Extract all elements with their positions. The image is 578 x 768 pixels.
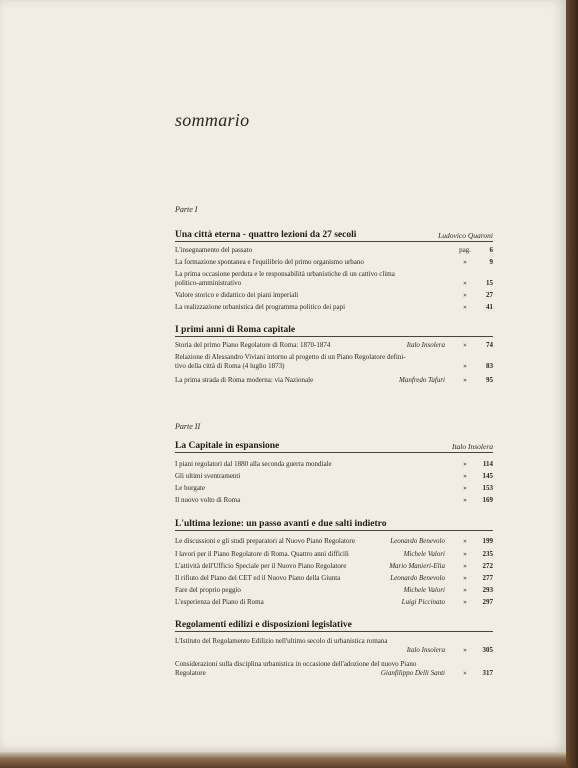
toc-entry xyxy=(175,562,493,571)
section-title: I primi anni di Roma capitale xyxy=(175,325,296,335)
entry-page-marker: » xyxy=(463,550,467,558)
entry-title: La realizzazione urbanistica del programma politico dei papi xyxy=(175,303,346,311)
entry-page-number: 6 xyxy=(489,246,493,254)
entry-author: Leonardo Benevolo xyxy=(390,574,445,582)
entry-page-number: 114 xyxy=(482,460,493,468)
entry-page-number: 293 xyxy=(482,586,493,594)
section-rule xyxy=(175,452,493,453)
toc-entry xyxy=(175,258,493,267)
section-title: Regolamenti edilizi e disposizioni legislative xyxy=(175,620,352,630)
toc-entry xyxy=(175,270,493,288)
section-author: Italo Insolera xyxy=(451,442,493,451)
entry-page-marker: pag. xyxy=(459,246,471,254)
entry-page-marker: » xyxy=(463,472,467,480)
entry-title: Regolatore xyxy=(175,669,206,677)
entry-page-number: 74 xyxy=(486,341,493,349)
toc-entry xyxy=(175,291,493,300)
entry-title: L'insegnamento del passato xyxy=(175,246,253,254)
entry-page-number: 153 xyxy=(482,484,493,492)
entry-title: L'esperienza del Piano di Roma xyxy=(175,598,264,606)
page-bottom-edge xyxy=(0,752,566,768)
entry-title: La prima occasione perduta e le responsabilità urbanistiche di un cattivo clima xyxy=(175,270,395,278)
entry-page-marker: » xyxy=(463,291,467,299)
section-title: La Capitale in espansione xyxy=(175,441,280,451)
entry-title: Considerazioni sulla disciplina urbanistica in occasione dell'adozione del nuovo Piano xyxy=(175,660,417,668)
entry-page-number: 27 xyxy=(486,291,493,299)
toc-entry xyxy=(175,353,493,371)
section-author: Ludovico Quaroni xyxy=(438,231,493,240)
entry-title: I piani regolatori dal 1880 alla seconda guerra mondiale xyxy=(175,460,332,468)
entry-title: Fare del proprio peggio xyxy=(175,586,241,594)
entry-page-marker: » xyxy=(463,669,467,677)
entry-author: Mario Manieri-Elia xyxy=(389,562,445,570)
entry-page-marker: » xyxy=(463,598,467,606)
entry-title: Le discussioni e gli studi preparatori al Nuovo Piano Regolatore xyxy=(175,537,355,545)
entry-page-number: 95 xyxy=(486,376,493,384)
entry-page-number: 277 xyxy=(482,574,493,582)
entry-title: La prima strada di Roma moderna: via Nazionale xyxy=(175,376,314,384)
entry-page-number: 272 xyxy=(482,562,493,570)
entry-page-number: 41 xyxy=(486,303,493,311)
entry-page-marker: » xyxy=(463,303,467,311)
toc-entry xyxy=(175,586,493,595)
entry-page-number: 297 xyxy=(482,598,493,606)
section-rule xyxy=(175,530,493,531)
toc-entry xyxy=(175,472,493,481)
entry-page-marker: » xyxy=(463,460,467,468)
entry-title: I lavori per il Piano Regolatore di Roma. Quattro anni difficili xyxy=(175,550,349,558)
section-title: Una città eterna - quattro lezioni da 27 secoli xyxy=(175,230,357,240)
entry-author: Gianfilippo Delli Santi xyxy=(380,669,445,677)
entry-page-number: 9 xyxy=(489,258,493,266)
entry-author: Michele Valori xyxy=(403,586,445,594)
entry-page-marker: » xyxy=(463,562,467,570)
entry-title: Valore storico e didattico dei piani imperiali xyxy=(175,291,299,299)
entry-page-marker: » xyxy=(463,537,467,545)
entry-page-marker: » xyxy=(463,484,467,492)
toc-entry xyxy=(175,660,493,678)
entry-title: L'attività dell'Ufficio Speciale per il Nuovo Piano Regolatore xyxy=(175,562,347,570)
toc-entry xyxy=(175,460,493,469)
entry-title: Storia del primo Piano Regolatore di Roma: 1870-1874 xyxy=(175,341,331,349)
toc-entry xyxy=(175,537,493,546)
entry-author: Michele Valori xyxy=(403,550,445,558)
toc-entry xyxy=(175,496,493,505)
entry-page-marker: » xyxy=(463,362,467,370)
book-spine xyxy=(566,0,578,768)
entry-author: Manfredo Tafuri xyxy=(399,376,445,384)
entry-page-marker: » xyxy=(463,496,467,504)
section-title: L'ultima lezione: un passo avanti e due salti indietro xyxy=(175,519,387,529)
entry-title: Il rifiuto del Piano del CET ed il Nuovo Piano della Giunta xyxy=(175,574,341,582)
entry-title: politico-amministrativo xyxy=(175,279,242,287)
toc-entry xyxy=(175,376,493,385)
section-rule xyxy=(175,336,493,337)
entry-title: La formazione spontanea e l'equilibrio del primo organismo urbano xyxy=(175,258,364,266)
part-label: Parte I xyxy=(175,205,198,214)
toc-entry xyxy=(175,303,493,312)
toc-entry xyxy=(175,484,493,493)
entry-page-marker: » xyxy=(463,341,467,349)
toc-entry xyxy=(175,341,493,350)
entry-page-marker: » xyxy=(463,376,467,384)
entry-author: Italo Insolera xyxy=(406,341,445,349)
toc-entry xyxy=(175,598,493,607)
entry-page-number: 305 xyxy=(482,646,493,654)
section-rule xyxy=(175,241,493,242)
entry-page-marker: » xyxy=(463,574,467,582)
part-label: Parte II xyxy=(175,422,201,431)
entry-page-number: 235 xyxy=(482,550,493,558)
toc-entry xyxy=(175,550,493,559)
toc-entry xyxy=(175,246,493,255)
toc-entry xyxy=(175,637,493,655)
entry-title: Gli ultimi sventramenti xyxy=(175,472,241,480)
entry-page-number: 317 xyxy=(482,669,493,677)
entry-title: Le borgate xyxy=(175,484,205,492)
entry-page-marker: » xyxy=(463,279,467,287)
entry-title: Il nuovo volto di Roma xyxy=(175,496,241,504)
page-title: sommario xyxy=(175,110,250,130)
entry-title: L'Istituto del Regolamento Edilizio nell'ultimo secolo di urbanistica romana xyxy=(175,637,388,645)
entry-page-marker: » xyxy=(463,646,467,654)
toc-entry xyxy=(175,574,493,583)
entry-page-number: 199 xyxy=(482,537,493,545)
entry-author: Leonardo Benevolo xyxy=(390,537,445,545)
entry-title: tivo della città di Roma (4 luglio 1873) xyxy=(175,362,285,370)
entry-page-number: 145 xyxy=(482,472,493,480)
entry-page-number: 15 xyxy=(486,279,493,287)
entry-page-marker: » xyxy=(463,586,467,594)
entry-author: Luigi Piccinato xyxy=(401,598,445,606)
entry-page-number: 169 xyxy=(482,496,493,504)
entry-page-number: 83 xyxy=(486,362,493,370)
entry-page-marker: » xyxy=(463,258,467,266)
section-rule xyxy=(175,631,493,632)
entry-title: Relazione di Alessandro Viviani intorno al progetto di un Piano Regolatore defini- xyxy=(175,353,406,361)
entry-author: Italo Insolera xyxy=(406,646,445,654)
